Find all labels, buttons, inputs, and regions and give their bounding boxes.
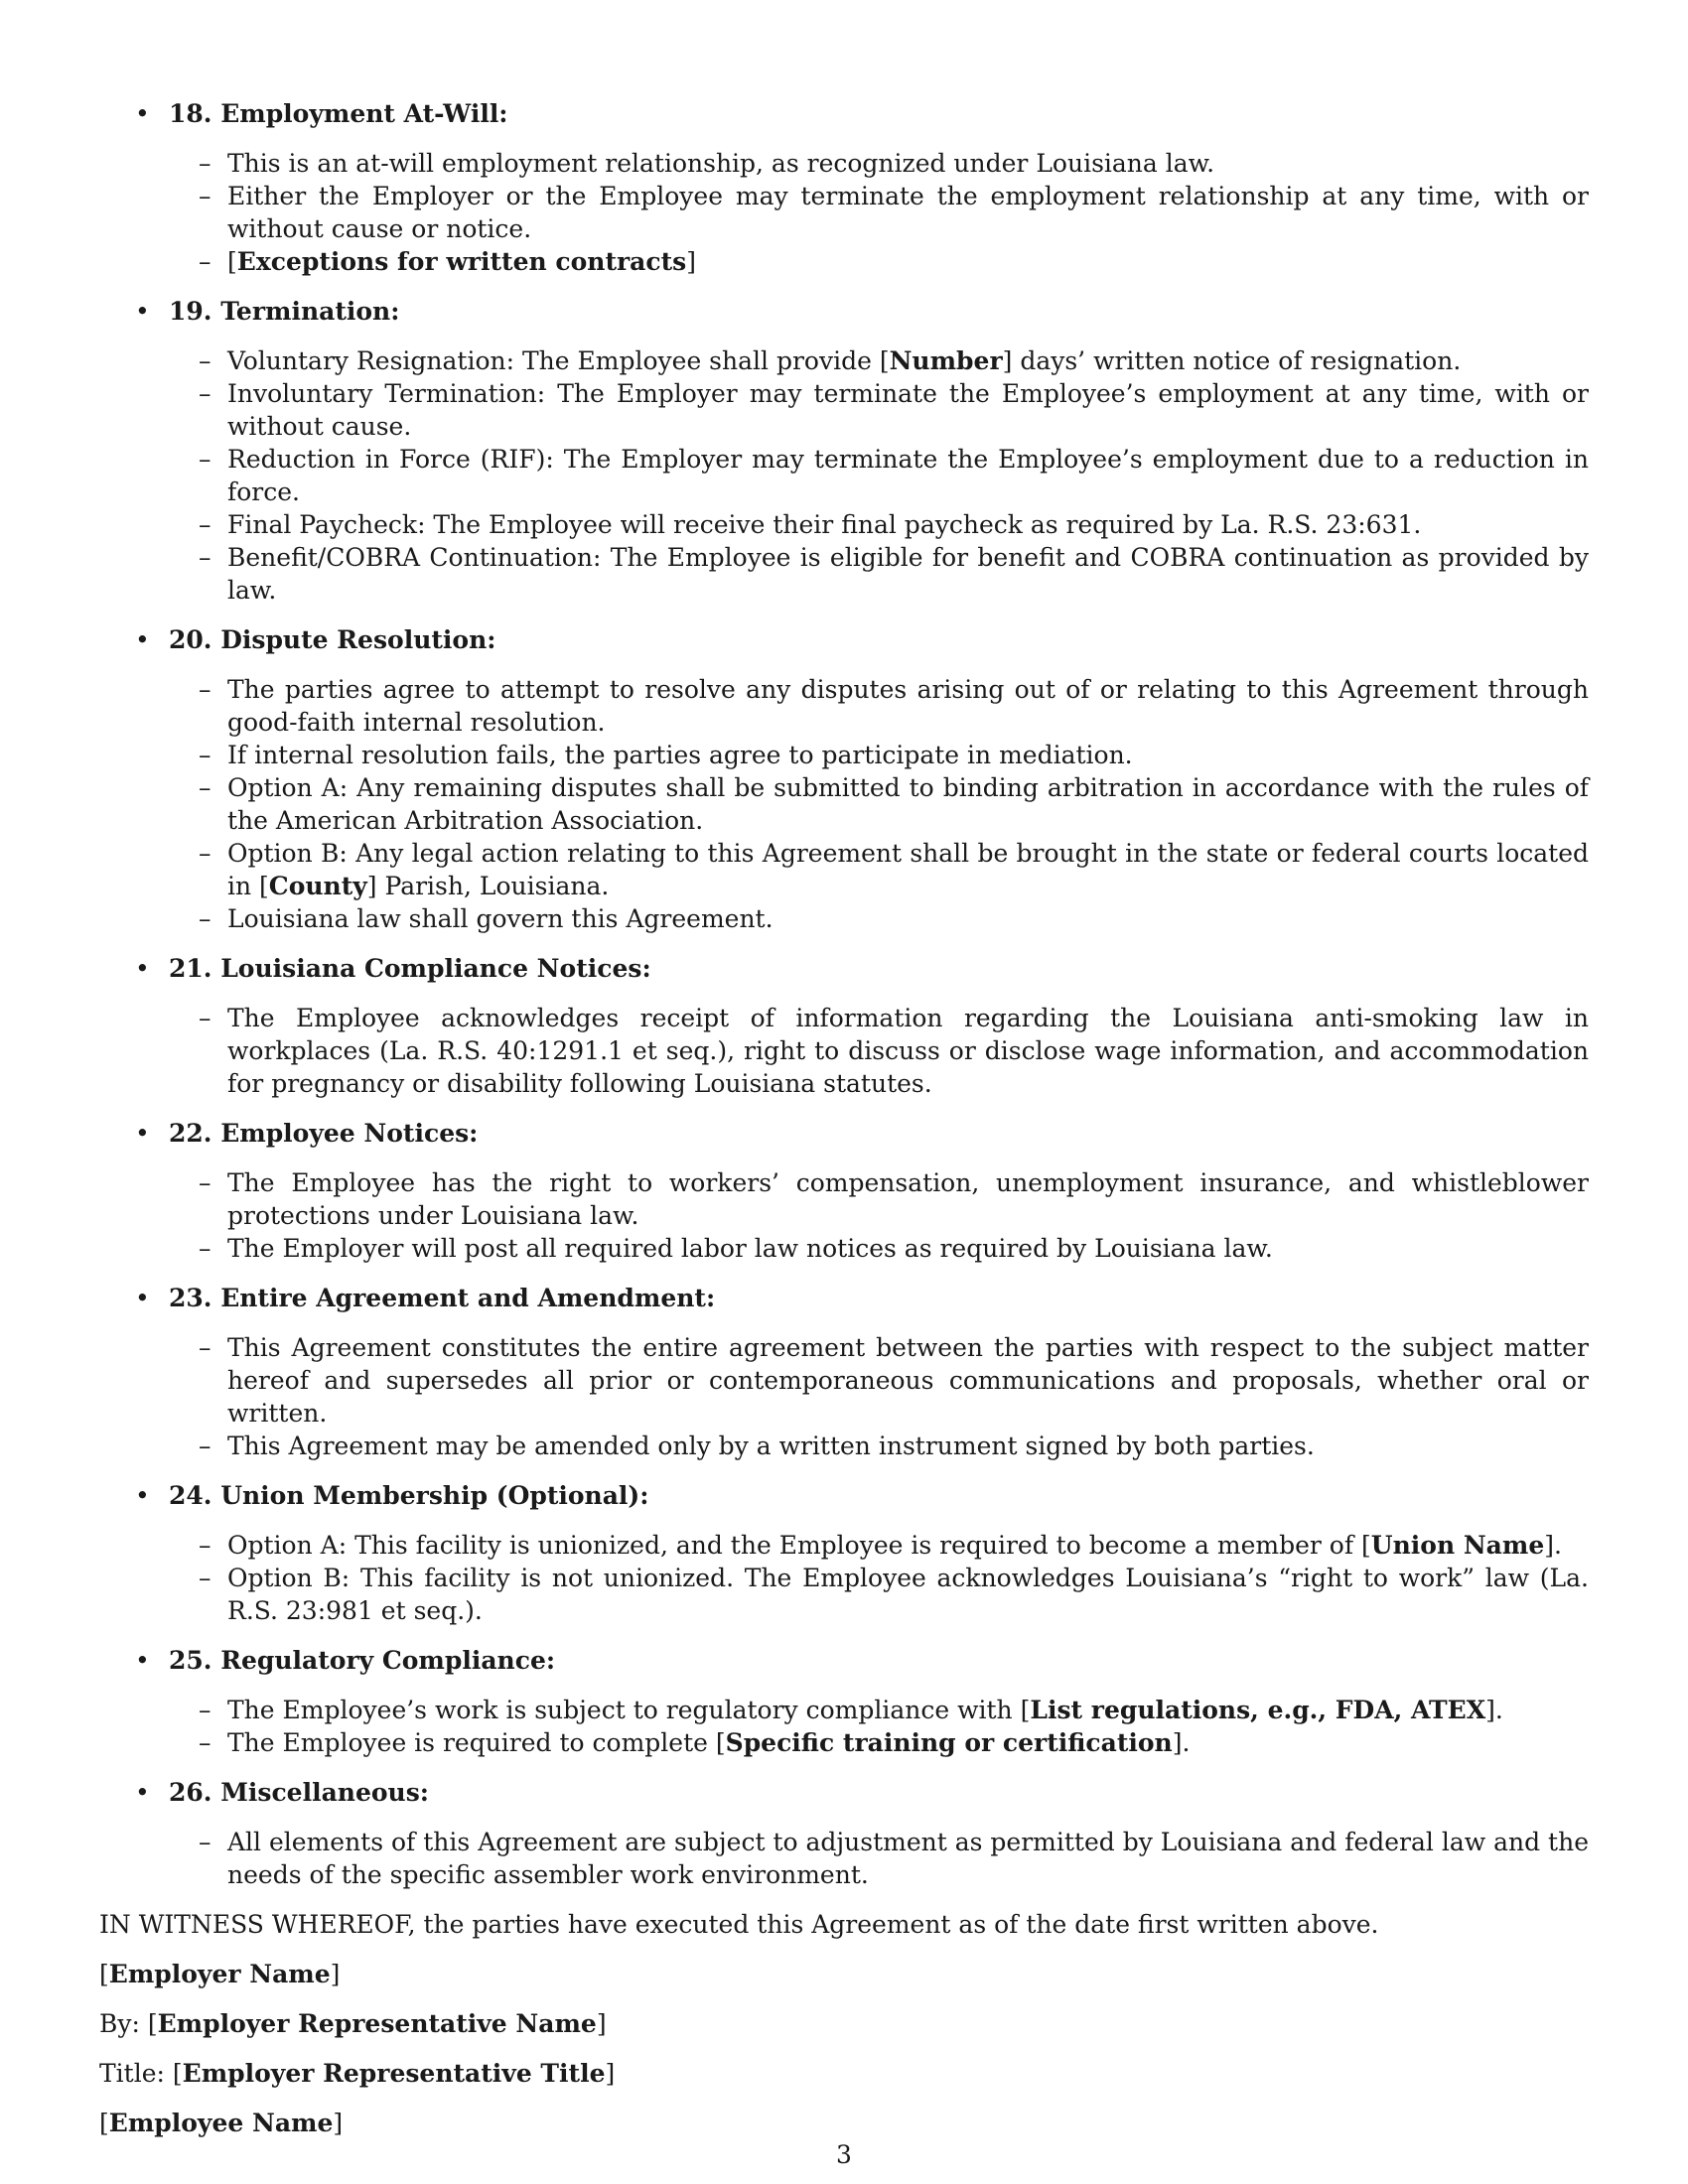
- section: [99, 623, 1589, 935]
- placeholder-field: County: [268, 872, 367, 900]
- signature-block: [99, 1908, 1589, 2139]
- dash-bullet: –: [199, 741, 211, 769]
- placeholder-field: Employer Representative Title: [182, 2059, 606, 2088]
- section: [99, 1479, 1589, 1627]
- text-run: The Employee’s work is subject to regulatory compliance with [: [227, 1696, 1031, 1724]
- text-run: [: [227, 247, 237, 276]
- text-run: Benefit/COBRA Continuation: The Employee is eligible for benefit and COBRA continuation as provided by law.: [227, 543, 1589, 605]
- witness-statement: [99, 1908, 1589, 1941]
- dash-bullet: –: [199, 1432, 211, 1460]
- text-run: This Agreement constitutes the entire agreement between the parties with respect to the subject matter hereof and supersedes all prior or contemporaneous communications and proposals, whether oral or written.: [227, 1333, 1589, 1428]
- clause-item: [169, 739, 1589, 771]
- clause-list: [169, 1694, 1589, 1759]
- text-run: ]: [686, 247, 696, 276]
- dash-bullet: –: [199, 149, 211, 178]
- text-run: ]: [596, 2009, 607, 2038]
- clause-item: [169, 902, 1589, 935]
- dash-bullet: –: [199, 1564, 211, 1592]
- text-run: Reduction in Force (RIF): The Employer may terminate the Employee’s employment due to a reduction in force.: [227, 445, 1589, 506]
- text-run: Title: [: [99, 2059, 183, 2088]
- text-run: All elements of this Agreement are subject to adjustment as permitted by Louisiana and federal law and the needs of the specific assembler work environment.: [227, 1828, 1589, 1889]
- text-run: Voluntary Resignation: The Employee shall provide [: [227, 346, 890, 375]
- section: [99, 97, 1589, 278]
- clause-item: [169, 443, 1589, 508]
- placeholder-field: Union Name: [1370, 1531, 1545, 1560]
- clause-list: [169, 147, 1589, 278]
- page-number: 3: [836, 2140, 852, 2169]
- text-run: The Employee acknowledges receipt of information regarding the Louisiana anti-smoking law in workplaces (La. R.S. 40:1291.1 et seq.), right to discuss or disclose wage information, and accommodation for pregnancy or disability following Louisiana statutes.: [227, 1004, 1589, 1098]
- clause-item: [169, 344, 1589, 377]
- clause-item: [169, 1002, 1589, 1100]
- document-body: [99, 97, 1589, 2156]
- section: [99, 1117, 1589, 1265]
- text-run: [: [99, 2109, 109, 2137]
- text-run: ] days’ written notice of resignation.: [1002, 346, 1462, 375]
- dash-bullet: –: [199, 1531, 211, 1560]
- clause-list: [169, 1002, 1589, 1100]
- clause-list: [169, 1331, 1589, 1462]
- placeholder-field: Specific training or certification: [725, 1728, 1173, 1757]
- text-run: IN WITNESS WHEREOF, the parties have executed this Agreement as of the date first written above.: [99, 1910, 1379, 1939]
- section: [99, 1644, 1589, 1759]
- text-run: Option A: Any remaining disputes shall be submitted to binding arbitration in accordance with the rules of the American Arbitration Association.: [227, 773, 1589, 835]
- section-title: • 26. Miscellaneous:: [169, 1778, 429, 1807]
- text-run: ].: [1172, 1728, 1191, 1757]
- text-run: By: [: [99, 2009, 158, 2038]
- clause-item: [169, 541, 1589, 607]
- dash-bullet: –: [199, 1234, 211, 1263]
- text-run: Option B: Any legal action relating to this Agreement shall be brought in the state or federal courts located in [: [227, 839, 1589, 900]
- section-title: • 20. Dispute Resolution:: [169, 625, 496, 654]
- dash-bullet: –: [199, 1333, 211, 1362]
- clause-item: [169, 180, 1589, 245]
- text-run: ].: [1544, 1531, 1562, 1560]
- text-run: ].: [1485, 1696, 1503, 1724]
- clause-list: [169, 1529, 1589, 1627]
- clause-list: [169, 1826, 1589, 1891]
- text-run: This Agreement may be amended only by a written instrument signed by both parties.: [227, 1432, 1315, 1460]
- dash-bullet: –: [199, 1728, 211, 1757]
- signature-line: [99, 1958, 1589, 1990]
- clause-item: [169, 508, 1589, 541]
- section: [99, 1776, 1589, 1891]
- text-run: Option A: This facility is unionized, and the Employee is required to become a member of [: [227, 1531, 1371, 1560]
- signature-line: [99, 2057, 1589, 2090]
- clause-item: [169, 1826, 1589, 1891]
- text-run: The Employee is required to complete [: [227, 1728, 726, 1757]
- dash-bullet: –: [199, 839, 211, 868]
- section-title: • 18. Employment At-Will:: [169, 99, 508, 128]
- clause-item: [169, 1562, 1589, 1627]
- text-run: Involuntary Termination: The Employer may terminate the Employee’s employment at any time, with or without cause.: [227, 379, 1589, 441]
- text-run: Final Paycheck: The Employee will receive their final paycheck as required by La. R.S. 23:631.: [227, 510, 1422, 539]
- clause-item: [169, 1166, 1589, 1232]
- text-run: ]: [333, 2109, 344, 2137]
- section: [99, 1282, 1589, 1462]
- dash-bullet: –: [199, 346, 211, 375]
- clause-item: [169, 1726, 1589, 1759]
- clause-list: [169, 344, 1589, 607]
- dash-bullet: –: [199, 1696, 211, 1724]
- clause-item: [169, 147, 1589, 180]
- dash-bullet: –: [199, 904, 211, 933]
- text-run: Either the Employer or the Employee may terminate the employment relationship at any time, with or without cause or notice.: [227, 182, 1589, 243]
- clause-item: [169, 771, 1589, 837]
- text-run: ] Parish, Louisiana.: [366, 872, 610, 900]
- clause-item: [169, 1694, 1589, 1726]
- placeholder-field: Employer Name: [108, 1960, 331, 1988]
- dash-bullet: –: [199, 543, 211, 572]
- section-title: • 21. Louisiana Compliance Notices:: [169, 954, 651, 983]
- text-run: The Employer will post all required labor law notices as required by Louisiana law.: [227, 1234, 1273, 1263]
- section-title: • 24. Union Membership (Optional):: [169, 1481, 649, 1510]
- dash-bullet: –: [199, 1168, 211, 1197]
- section-title: • 19. Termination:: [169, 297, 400, 326]
- section-title: • 22. Employee Notices:: [169, 1119, 479, 1148]
- clause-list: [169, 673, 1589, 935]
- clause-list: [169, 1166, 1589, 1265]
- clause-item: [169, 245, 1589, 278]
- dash-bullet: –: [199, 379, 211, 408]
- section-title: • 23. Entire Agreement and Amendment:: [169, 1284, 716, 1312]
- dash-bullet: –: [199, 1828, 211, 1856]
- placeholder-field: Employee Name: [108, 2109, 334, 2137]
- clause-item: [169, 1331, 1589, 1430]
- clause-item: [169, 377, 1589, 443]
- placeholder-field: Employer Representative Name: [157, 2009, 597, 2038]
- text-run: If internal resolution fails, the parties agree to participate in mediation.: [227, 741, 1133, 769]
- text-run: The Employee has the right to workers’ compensation, unemployment insurance, and whistleblower protections under Louisiana law.: [227, 1168, 1589, 1230]
- clause-item: [169, 673, 1589, 739]
- text-run: [: [99, 1960, 109, 1988]
- text-run: ]: [605, 2059, 616, 2088]
- dash-bullet: –: [199, 510, 211, 539]
- placeholder-field: Number: [889, 346, 1003, 375]
- text-run: Louisiana law shall govern this Agreement.: [227, 904, 774, 933]
- section-title: • 25. Regulatory Compliance:: [169, 1646, 556, 1675]
- dash-bullet: –: [199, 1004, 211, 1032]
- placeholder-field: List regulations, e.g., FDA, ATEX: [1030, 1696, 1486, 1724]
- text-run: This is an at-will employment relationship, as recognized under Louisiana law.: [227, 149, 1215, 178]
- section: [99, 952, 1589, 1100]
- dash-bullet: –: [199, 182, 211, 210]
- dash-bullet: –: [199, 773, 211, 802]
- dash-bullet: –: [199, 445, 211, 474]
- section: [99, 295, 1589, 607]
- clause-item: [169, 1430, 1589, 1462]
- text-run: The parties agree to attempt to resolve any disputes arising out of or relating to this Agreement through good-faith internal resolution.: [227, 675, 1589, 737]
- signature-line: [99, 2007, 1589, 2040]
- signature-line: [99, 2107, 1589, 2139]
- text-run: Option B: This facility is not unionized. The Employee acknowledges Louisiana’s “right to work” law (La. R.S. 23:981 et seq.).: [227, 1564, 1589, 1625]
- clause-item: [169, 1529, 1589, 1562]
- clause-item: [169, 837, 1589, 902]
- dash-bullet: –: [199, 247, 211, 276]
- text-run: ]: [330, 1960, 341, 1988]
- section-list: [99, 97, 1589, 1891]
- placeholder-field: Exceptions for written contracts: [236, 247, 687, 276]
- dash-bullet: –: [199, 675, 211, 704]
- clause-item: [169, 1232, 1589, 1265]
